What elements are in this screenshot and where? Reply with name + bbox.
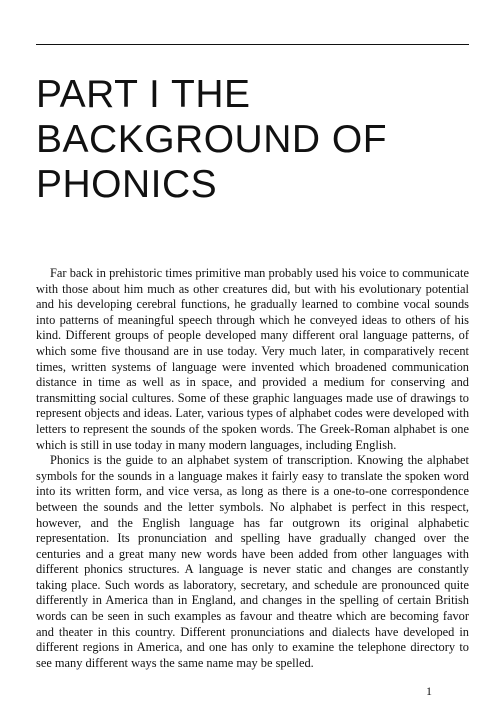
paragraph: Far back in prehistoric times primitive man probably used his voice to communicate with those about him much as other creatures did, but with his evolutionary potential and his developing cerebral functions, he gradually learned to combine vocal sounds into patterns of meaningful speech through which he conveyed ideas to others of his kind. Different groups of people developed many different oral language patterns, of which some five thousand are in use today. Very much later, in comparatively recent times, written systems of language were invented which broadened communication distance in time as well as in space, and provided a medium for conserving and transmitting social cultures. Some of these graphic languages made use of drawings to represent objects and ideas. Later, various types of alphabet codes were developed with letters to represent the sounds of the spoken words. The Greek-Roman alphabet is one which is still in use today in many modern languages, including English. bbox=[36, 266, 470, 452]
top-rule bbox=[36, 44, 469, 45]
heading-line-1: PART I THE bbox=[36, 73, 251, 116]
page-number: 1 bbox=[426, 684, 432, 698]
part-heading bbox=[36, 72, 476, 207]
heading-line-3: PHONICS bbox=[36, 163, 218, 206]
heading-line-2: BACKGROUND OF bbox=[36, 118, 388, 161]
body-text bbox=[36, 266, 469, 671]
paragraph: Phonics is the guide to an alphabet system of transcription. Knowing the alphabet symbols for the sounds in a language makes it fairly easy to translate the spoken word into its written form, and vice versa, as long as there is a one-to-one correspondence between the sounds and the letter symbols. No alphabet is perfect in this respect, however, and the English language has far outgrown its original alphabetic representation. Its pronunciation and spelling have gradually changed over the centuries and a great many new words have been added from other languages with different phonics structures. A language is never static and changes are constantly taking place. Such words as laboratory, secretary, and schedule are pronounced quite differently in America than in England, and changes in the spelling of certain British words can be seen in such examples as favour and theatre which are becoming favor and theater in this country. Different pronunciations and dialects have developed in different regions in America, and one has only to examine the telephone directory to see many different ways the same name may be spelled. bbox=[36, 453, 469, 670]
